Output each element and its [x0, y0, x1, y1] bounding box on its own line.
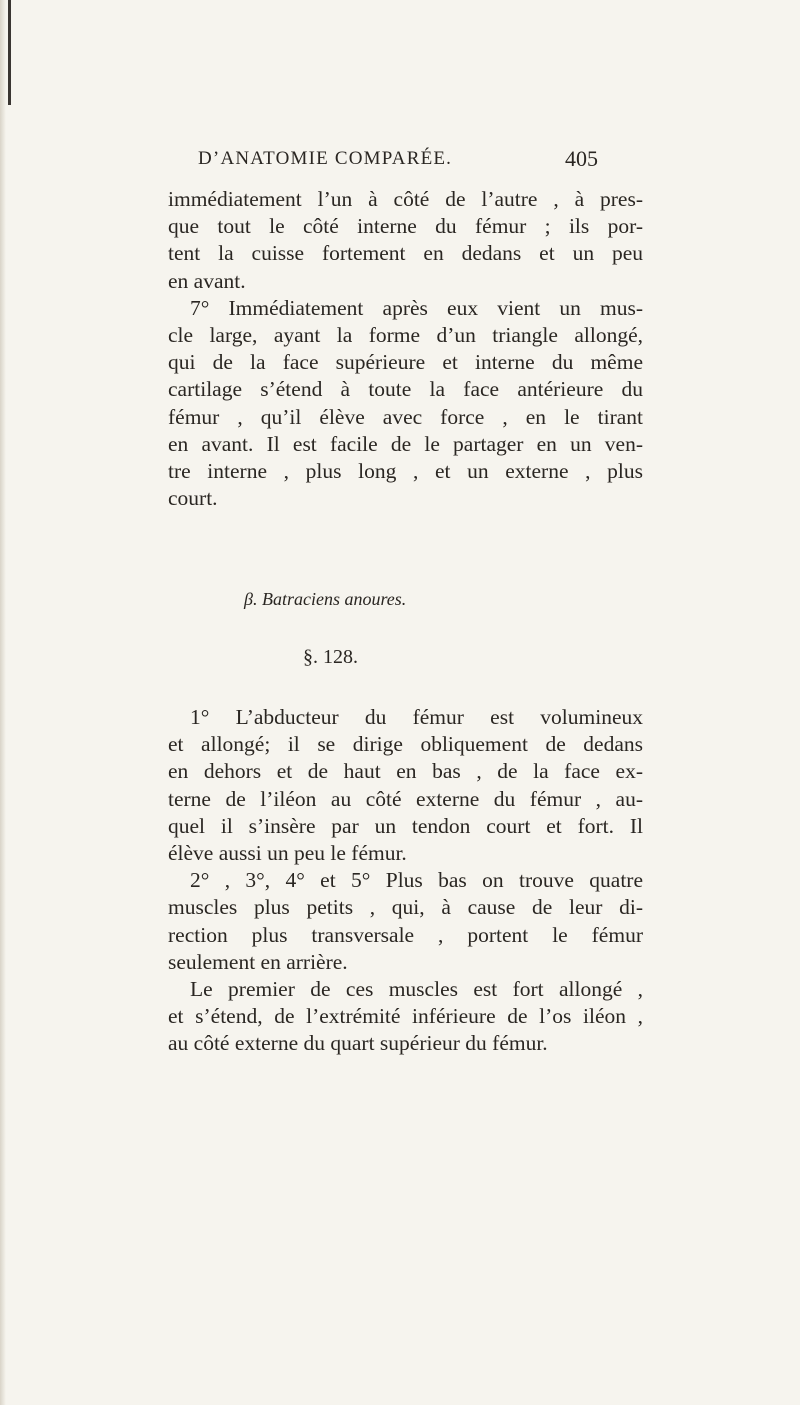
text-line: 1° L’abducteur du fémur est volumineux: [190, 705, 643, 729]
text-line: 2° , 3°, 4° et 5° Plus bas on trouve quatre: [190, 868, 643, 893]
page-header: [0, 148, 800, 178]
text-line: immédiatement l’un à côté de l’autre , à pres-: [168, 187, 643, 211]
binding-mark: [8, 0, 11, 105]
section-number-text: §. 128.: [303, 646, 358, 668]
text-line: muscles plus petits , qui, à cause de leur di-: [168, 895, 643, 920]
text-line: Le premier de ces muscles est fort allongé ,: [190, 976, 643, 1001]
text-line: tre interne , plus long , et un externe , plus: [168, 458, 643, 483]
text-line: rection plus transversale , portent le fémur: [168, 922, 643, 947]
text-line: en dehors et de haut en bas , de la face ex-: [168, 759, 643, 784]
text-line: et s’étend, de l’extrémité inférieure de l’os iléon ,: [168, 1004, 643, 1029]
text-line: en avant. Il est facile de le partager en un ven-: [168, 431, 643, 456]
subheading-text: β. Batraciens anoures.: [244, 589, 407, 609]
text-line: cle large, ayant la forme d’un triangle allongé,: [168, 322, 643, 347]
page-number: 405: [565, 146, 598, 171]
paragraph-block-1: [168, 186, 643, 512]
text-line: quel il s’insère par un tendon court et fort. Il: [168, 813, 643, 838]
text-line: élève aussi un peu le fémur.: [168, 840, 407, 865]
text-line: tent la cuisse fortement en dedans et un peu: [168, 241, 643, 266]
text-line: en avant.: [168, 268, 246, 293]
text-line: terne de l’iléon au côté externe du fémur , au-: [168, 786, 643, 811]
text-line: seulement en arrière.: [168, 949, 348, 974]
text-line: court.: [168, 486, 218, 511]
text-line: qui de la face supérieure et interne du même: [168, 350, 643, 375]
text-line: fémur , qu’il élève avec force , en le tirant: [168, 404, 643, 429]
page-edge: [0, 0, 6, 1405]
text-line: 7° Immédiatement après eux vient un mus-: [190, 295, 643, 320]
text-line: cartilage s’étend à toute la face antérieure du: [168, 377, 643, 402]
running-head: D’ANATOMIE COMPARÉE.: [198, 148, 453, 169]
text-line: que tout le côté interne du fémur ; ils por-: [168, 214, 643, 239]
text-line: au côté externe du quart supérieur du fémur.: [168, 1031, 548, 1056]
paragraph-block-2: [168, 704, 643, 1057]
text-line: et allongé; il se dirige obliquement de dedans: [168, 732, 643, 757]
